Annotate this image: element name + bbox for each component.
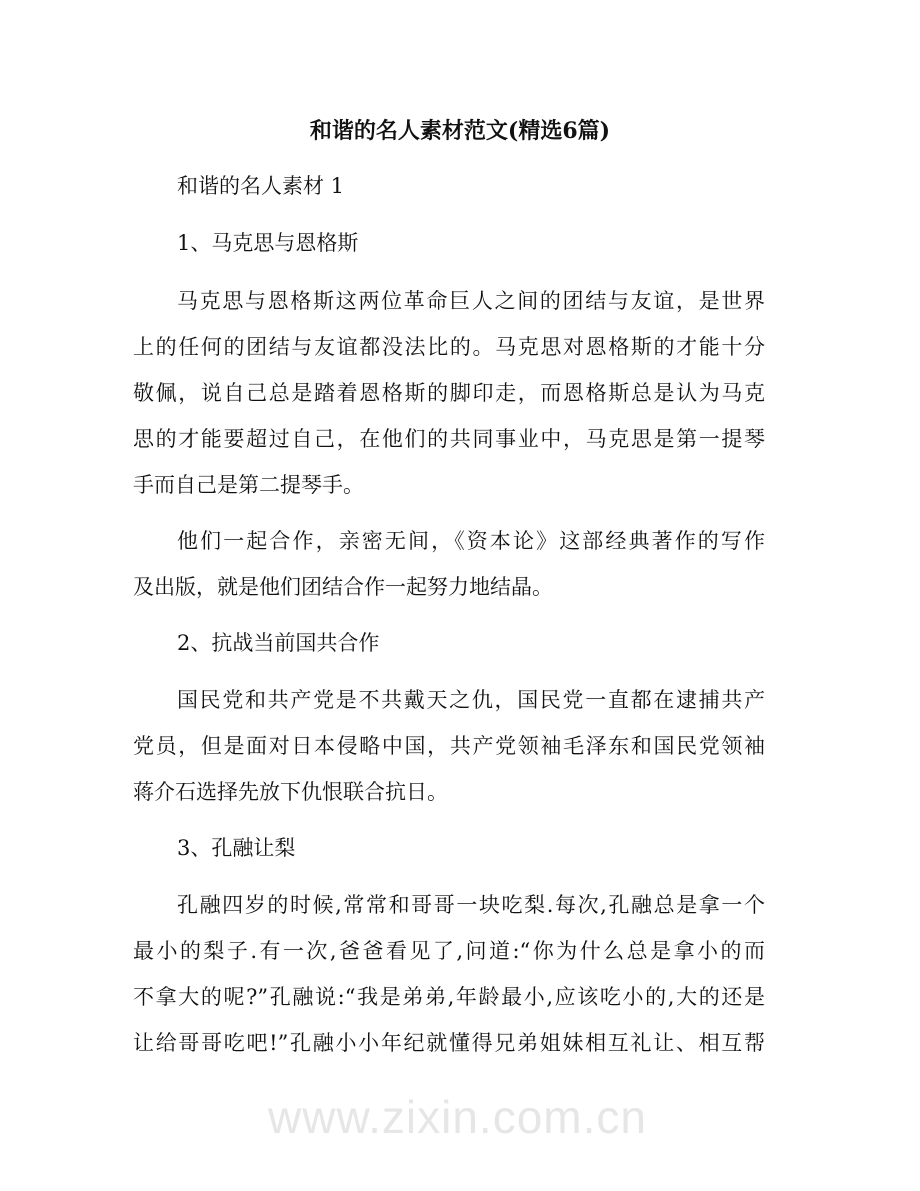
paragraph-line: 党员，但是面对日本侵略中国，共产党领袖毛泽东和国民党领袖: [133, 734, 765, 758]
item-heading: 3、孔融让梨: [177, 836, 296, 860]
paragraph-line: 孔融四岁的时候,常常和哥哥一块吃梨.每次,孔融总是拿一个: [177, 893, 765, 917]
paragraph-line: 敬佩，说自己总是踏着恩格斯的脚印走，而恩格斯总是认为马克: [133, 381, 765, 405]
section-heading: 和谐的名人素材 1: [177, 174, 345, 198]
paragraph-line: 不拿大的呢?”孔融说:“我是弟弟,年龄最小,应该吃小的,大的还是: [133, 985, 765, 1009]
paragraph-line: 蒋介石选择先放下仇恨联合抗日。: [133, 780, 448, 804]
paragraph-line: 及出版，就是他们团结合作一起努力地结晶。: [133, 575, 553, 599]
item-heading: 1、马克思与恩格斯: [177, 231, 359, 255]
paragraph-line: 他们一起合作，亲密无间，《资本论》这部经典著作的写作: [177, 529, 765, 553]
paragraph-line: 手而自己是第二提琴手。: [133, 473, 364, 497]
watermark: www.zixin.com.cn: [268, 1091, 647, 1143]
paragraph-line: 最小的梨子.有一次,爸爸看见了,问道:“你为什么总是拿小的而: [133, 939, 765, 963]
item-heading: 2、抗战当前国共合作: [177, 631, 380, 655]
paragraph-line: 国民党和共产党是不共戴天之仇，国民党一直都在逮捕共产: [177, 688, 765, 712]
paragraph-line: 思的才能要超过自己，在他们的共同事业中，马克思是第一提琴: [133, 427, 765, 451]
paragraph-line: 让给哥哥吃吧!”孔融小小年纪就懂得兄弟姐妹相互礼让、相互帮: [133, 1031, 765, 1055]
paragraph-line: 马克思与恩格斯这两位革命巨人之间的团结与友谊，是世界: [177, 289, 765, 313]
paragraph-line: 上的任何的团结与友谊都没法比的。马克思对恩格斯的才能十分: [133, 335, 765, 359]
document-title: 和谐的名人素材范文(精选6篇): [309, 118, 611, 144]
